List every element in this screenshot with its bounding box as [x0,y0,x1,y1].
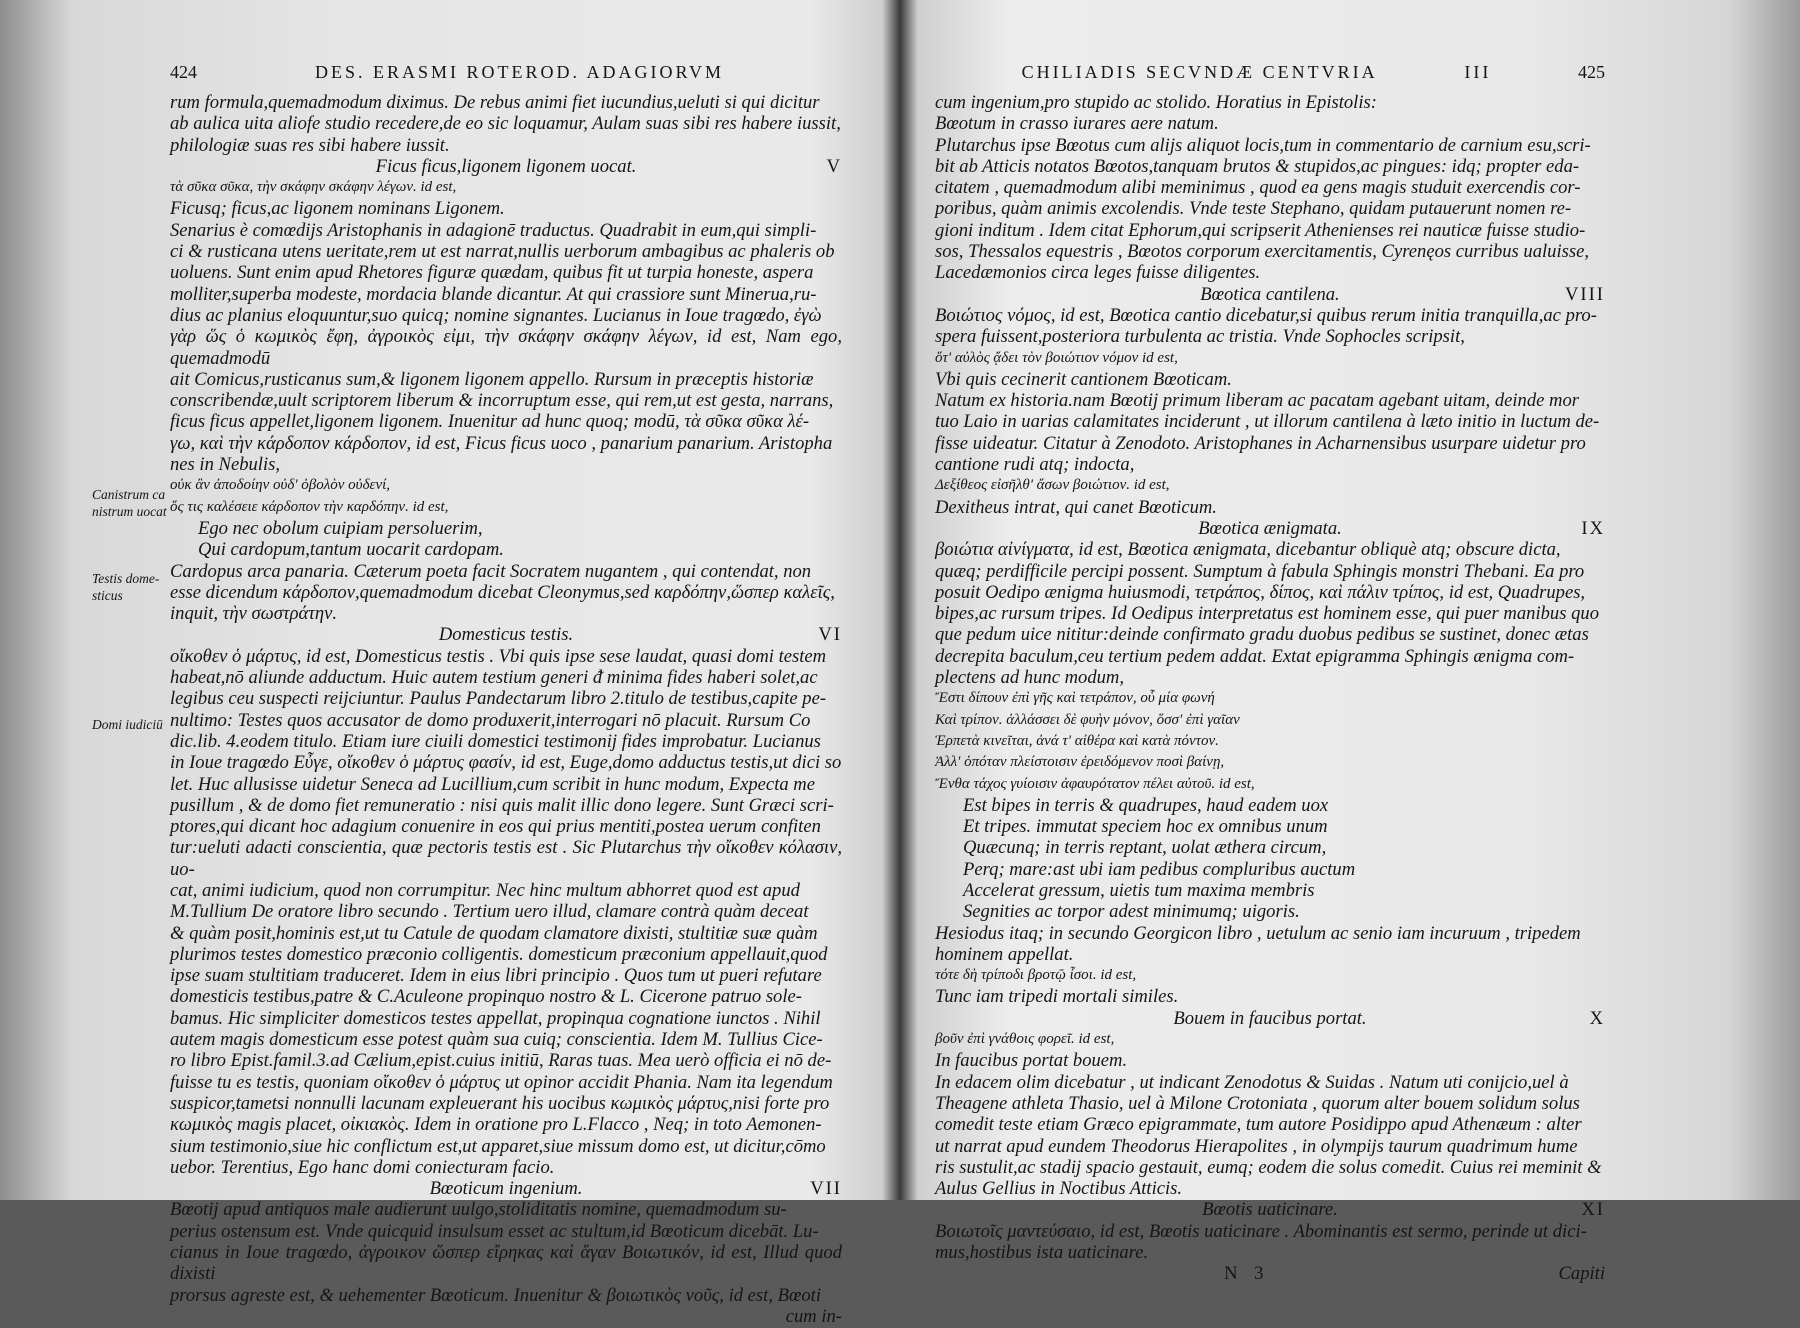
adage-number: X [1589,1007,1605,1029]
right-running-head [935,62,1605,86]
body-paragraph: rum formula,quemadmodum diximus. De rebus animi fiet iucundius,ueluti si qui dicitur ab aulica uita aliofe studio recedere,de eo sic loquamur, Aulam suas sibi res habere iussit, philologiæ suas res sibi habere iussit. [170,92,841,156]
adage-heading [170,1178,842,1199]
adage-heading [935,1008,1605,1029]
adage-number: XI [1581,1199,1605,1221]
left-page [170,62,842,1327]
body-paragraph: Ficusq; ficus,ac ligonem nominans Ligonem. Senarius è comœdijs Aristophanis in adagionē traductus. Quadrabit in eum,qui simpli- ci & rusticana utens ueritate,rem ut est narrat,nullis uerborum ambagibus ac phaleris ob uoluens. Sunt enim apud Rhetores figuræ quædam, quibus fit ut turpia honeste, aspera molliter,superba modeste, mordacia blande dicantur. At qui crassiore sunt Minerua,ru- dius ac planius eloquuntur,suo quicq; nomine signantes. Lucianus in Ioue tragœdo, ἐγὼ γὰρ ὥς ὁ κωμικὸς ἔφη, ἀγροικὸς εἰμι, τὴν σκάφην σκάφην λέγων, id est, Nam ego, quemadmodū ait Comicus,rusticanus sum,& ligonem ligonem appello. Rursum in præceptis historiæ conscribendæ,uult scriptorem liberum & incorruptum esse, qui rem,ut est gesta, narrans, ficus ficus appellet,ligonem ligonem. Inuenitur ad hunc quoq; modū, τὰ σῦκα σῦκα λέ- γω, καὶ τὴν κάρδοπον κάρδοπον, id est, Ficus ficus uoco , panarium panarium. Aristopha nes in Nebulis, [170,198,842,476]
adage-number: VI [818,624,842,646]
left-running-title: DES. ERASMI ROTEROD. ADAGIORVM [314,62,725,82]
verse-translation: Est bipes in terris & quadrupes, haud eadem uox Et tripes. immutat speciem hoc ex omnibus unum Quæcunq; in terris reptant, uolat æthera circum, Perq; mare:ast ubi iam pedibus compluribus auctum Accelerat gressum, uietis tum maxima membris Segnities ac torpor adest minimumq; uigoris. [963,794,1356,923]
right-page-number: 425 [1578,62,1605,82]
adage-heading [170,624,842,645]
right-page [935,62,1605,1285]
right-running-title: CHILIADIS SECVNDÆ CENTVRIA [1021,62,1378,82]
greek-quotation: Ἔστι δίπουν ἐπὶ γῆς καὶ τετράπον, οὗ μία φωνή Καὶ τρίπον. ἀλλάσσει δὲ φυὴν μόνον, ὅσσ' ἐπὶ γαῖαν Ἑρπετὰ κινεῖται, ἀνά τ' αἰθέρα καὶ κατὰ πόντον. Ἀλλ' ὁπόταν πλείστοισιν ἐρειδόμενον ποσὶ βαίνῃ, Ἔνθα τάχος γυίοισιν ἀφαυρότατον πέλει αὐτοῦ. id est, [935,690,1255,792]
body-paragraph: Hesiodus itaq; in secundo Georgicon libro , uetulum ac senio iam incuruum , tripedem hominem appellat. [935,922,1581,965]
adage-title: Domesticus testis. [438,624,574,646]
body-paragraph: βοιώτια αἰνίγματα, id est, Bœotica ænigmata, dicebantur obliquè atq; obscure dicta, quæq; perdifficile percipi possent. Sumptum à fabula Sphingis monstri Thebani. Ea pro posuit Oedipo ænigma huiusmodi, τετράπος, δίπος, καὶ πάλιν τρίπος, id est, Quadrupes, bipes,ac rursum tripes. Id Oedipus interpretatus est hominem esse, qui puer manibus quo que pedum uice nititur:deinde confirmato gradu duobus pedibus se sustinet, donec ætas decrepita baculum,ceu tertium pedem addat. Extat epigramma Sphingis ænigma com- plectens ad hunc modum, [935,539,1599,689]
body-paragraph: In faucibus portat bouem. In edacem olim dicebatur , ut indicant Zenodotus & Suidas . Natum uti conijcio,uel à Theagene athleta Thasio, uel à Milone Crotoniata , quorum alter bouem solidum solus comedit teste etiam Græco epigrammate, tum autore Posidippo apud Athenæum : alter ut narrat apud eundem Theodorus Hierapolites , in olympijs taurum quadrimum hume ris sustulit,ac stadij spacio gestauit, eumq; eodem die solus comedit. Cuius rei meminit & Aulus Gellius in Noctibus Atticis. [935,1050,1602,1200]
adage-heading [935,518,1605,539]
greek-quotation: Δεξίθεος εἰσῆλθ' ἄσων βοιώτιον. id est, [935,477,1170,494]
left-catchword: cum in- [785,1305,842,1327]
adage-title: Bœotica ænigmata. [1198,517,1342,539]
adage-title: Bœoticum ingenium. [429,1178,583,1200]
greek-quotation: ὅτ' αὐλὸς ᾄδει τὸν βοιώτιον νόμον id est, [935,349,1178,366]
right-centuria-number: III [1464,62,1492,82]
adage-number: VIII [1564,283,1605,305]
left-page-footer [170,1306,842,1328]
greek-quotation: βοῦν ἐπὶ γνάθοις φορεῖ. id est, [935,1031,1115,1048]
signature-mark: N 3 [1224,1263,1270,1285]
body-paragraph: Cardopus arca panaria. Cæterum poeta facit Socratem nugantem , qui contendat, non esse dicendum κάρδοπον,quemadmodum dicebat Cleonymus,sed καρδόπην,ὥσπερ καλεῖς, inquit, τὴν σωστράτην. [170,560,835,625]
adage-number: VII [810,1178,842,1200]
adage-number: IX [1581,517,1605,539]
body-paragraph: Dexitheus intrat, qui canet Bœoticum. [935,496,1217,518]
greek-quotation: τότε δὴ τρίποδι βροτῷ ἶσοι. id est, [935,967,1137,984]
body-paragraph: Tunc iam tripedi mortali similes. [935,986,1179,1008]
left-margin-note-1: Canistrum ca nistrum uocat [92,487,167,519]
adage-number: V [826,155,842,177]
right-catchword: Capiti [1558,1263,1605,1285]
adage-heading [935,1199,1605,1220]
body-paragraph: Vbi quis cecinerit cantionem Bœoticam. Natum ex historia.nam Bœotij primum liberam ac pacatam agebant uitam, deinde mor tuo Laio in uarias calamitates inciderunt , ut illorum cantilena à læto initio in luctum de- fisse uideatur. Citatur à Zenodoto. Aristophanes in Acharnensibus usurpare uidetur pro cantione rudi atq; indocta, [935,368,1600,476]
body-paragraph: Βοιωτοῖς μαντεύσαιο, id est, Bœotis uaticinare . Abominantis est sermo, perinde ut dici- mus,hostibus ista uaticinare. [935,1220,1587,1264]
body-paragraph: Bœotij apud antiquos male audierunt uulgo,stoliditatis nomine, quemadmodum su- perius ostensum est. Vnde quicquid insulsum esset ac stultum,id Bœoticum dicebāt. Lu- cianus in Ioue tragœdo, ἀγροικον ὥσπερ εἴρηκας καὶ ἄγαν Βοιωτικόν, id est, Illud quod dixisti prorsus agreste est, & uehementer Bœoticum. Inuenitur & βοιωτικὸς νοῦς, id est, Bœoti [170,1199,842,1306]
adage-title: Bœotis uaticinare. [1202,1199,1338,1221]
body-paragraph: cum ingenium,pro stupido ac stolido. Horatius in Epistolis: Bœotum in crasso iurares aere natum. Plutarchus ipse Bœotus cum alijs aliquot locis,tum in commentario de carnium esu,scri- bit ab Atticis notatos Bœotos,tanquam brutos & stupidos,ac pingues: idq; propter eda- citatem , quemadmodum alibi meminimus , quod ea gens magis studuit exercendis cor- poribus, quàm animis excolendis. Vnde teste Stephano, quidam putauerunt nomen re- gioni inditum . Idem citat Ephorum,qui scripserit Athenienses rei nauticæ fuisse studio- sos, Thessalos equestris , Bœotos corporum exercitamentis, Cyrenęos curribus ualuisse, Lacedæmonios circa leges fuisse diligentes. [935,92,1591,284]
adage-title: Bœotica cantilena. [1200,283,1340,305]
adage-heading [935,284,1605,305]
body-paragraph: Βοιώτιος νόμος, id est, Bœotica cantio dicebatur,si quibus rerum initia tranquilla,ac pro- spera fuissent,posteriora turbulenta ac tristia. Vnde Sophocles scripsit, [935,304,1597,348]
left-margin-note-3: Domi iudiciū [92,717,163,732]
adage-title: Ficus ficus,ligonem ligonem uocat. [375,155,637,177]
verse-translation: Ego nec obolum cuipiam persoluerim, Qui cardopum,tantum uocarit cardopam. [198,517,504,561]
left-page-number: 424 [170,62,197,82]
adage-heading [170,156,842,177]
body-paragraph: οἴκοθεν ὁ μάρτυς, id est, Domesticus testis . Vbi quis ipse sese laudat, quasi domi testem habeat,nō aliunde adductum. Huic autem testium generi ᵭ minima fides haberi solet,ac legibus ceu suspecti reijciuntur. Paulus Pandectarum libro 2.titulo de testibus,capite pe- nultimo: Testes quos accusator de domo produxerit,interrogari nō placuit. Rursum Co dic.lib. 4.eodem titulo. Etiam iure ciuili domestici testimonij fides improbatur. Lucianus in Ioue tragœdo Εὖγε, οἴκοθεν ὁ μάρτυς φασίν, id est, Euge,domo adductus testis,ut dici so let. Huc allusisse uidetur Seneca ad Lucillium,cum scribit in hunc modum, Expecta me pusillum , & de domo fiet remuneratio : nisi quis malit illic dono legere. Sunt Græci scri- ptores,qui dicant hoc adagium conuenire in eos qui prius mentiti,postea uerum confiten tur:ueluti adacti conscientia, quæ pectoris testis est . Sic Plutarchus τὴν οἴκοθεν κόλασιν, uo- cat, animi iudicium, quod non corrumpitur. Nec hinc multum abhorret quod est apud M.Tullium De oratore libro secundo . Tertium uero illud, clamare contrà quàm deceat & quàm posit,hominis est,ut tu Catule de quodam clamatore dixisti, stultitiæ suæ quàm plurimos testes domestico præconio colligentis. domesticum præconium appellauit,quod ipse suam stultitiam traduceret. Idem in eius libri principio . Quos tum ut pueri refutare domesticis testibus,patre & C.Aculeone propinquo nostro & L. Cicerone patruo sole- bamus. Hic simpliciter domesticos testes appellat, propinqua cognatione iunctos . Nihil autem magis domesticum esse potest quàm sua cuiq; conscientia. Idem M. Tullius Cice- ro libro Epist.famil.3.ad Cælium,epist.cuius initiū, Raras tuas. Mea uerò officia ei nō de- fuisse tu es testis, quoniam οἴκοθεν ὁ μάρτυς ut opinor accidit Phania. Nam ita legendum suspicor,tametsi nonnulli lacunam expleuerant his uocibus κωμικὸς μάρτυς,nisi forte pro κωμικὸς magis placet, οἰκιακὸς. Idem in oratione pro L.Flacco , Neq; in toto Aemonen- sium testimonio,siue hic conflictum est,ut apparet,siue missum domo est, ut dicitur,cōmo uebor. Terentius, Ego hanc domi coniecturam facio. [170,645,842,1178]
adage-title: Bouem in faucibus portat. [1173,1007,1367,1029]
left-margin-note-2: Testis dome- sticus [92,571,160,603]
greek-quotation: τὰ σῦκα σῦκα, τὴν σκάφην σκάφην λέγων. id est, [170,179,457,196]
right-page-footer [935,1263,1605,1285]
left-running-head [170,62,842,86]
left-page-body [170,92,842,1306]
right-page-body [935,92,1605,1263]
greek-quotation: οὐκ ἂν ἀποδοίην οὐδ' ὀβολὸν οὐδενί, ὅς τις καλέσειε κάρδοπον τὴν καρδόπην. id est, [170,477,449,515]
